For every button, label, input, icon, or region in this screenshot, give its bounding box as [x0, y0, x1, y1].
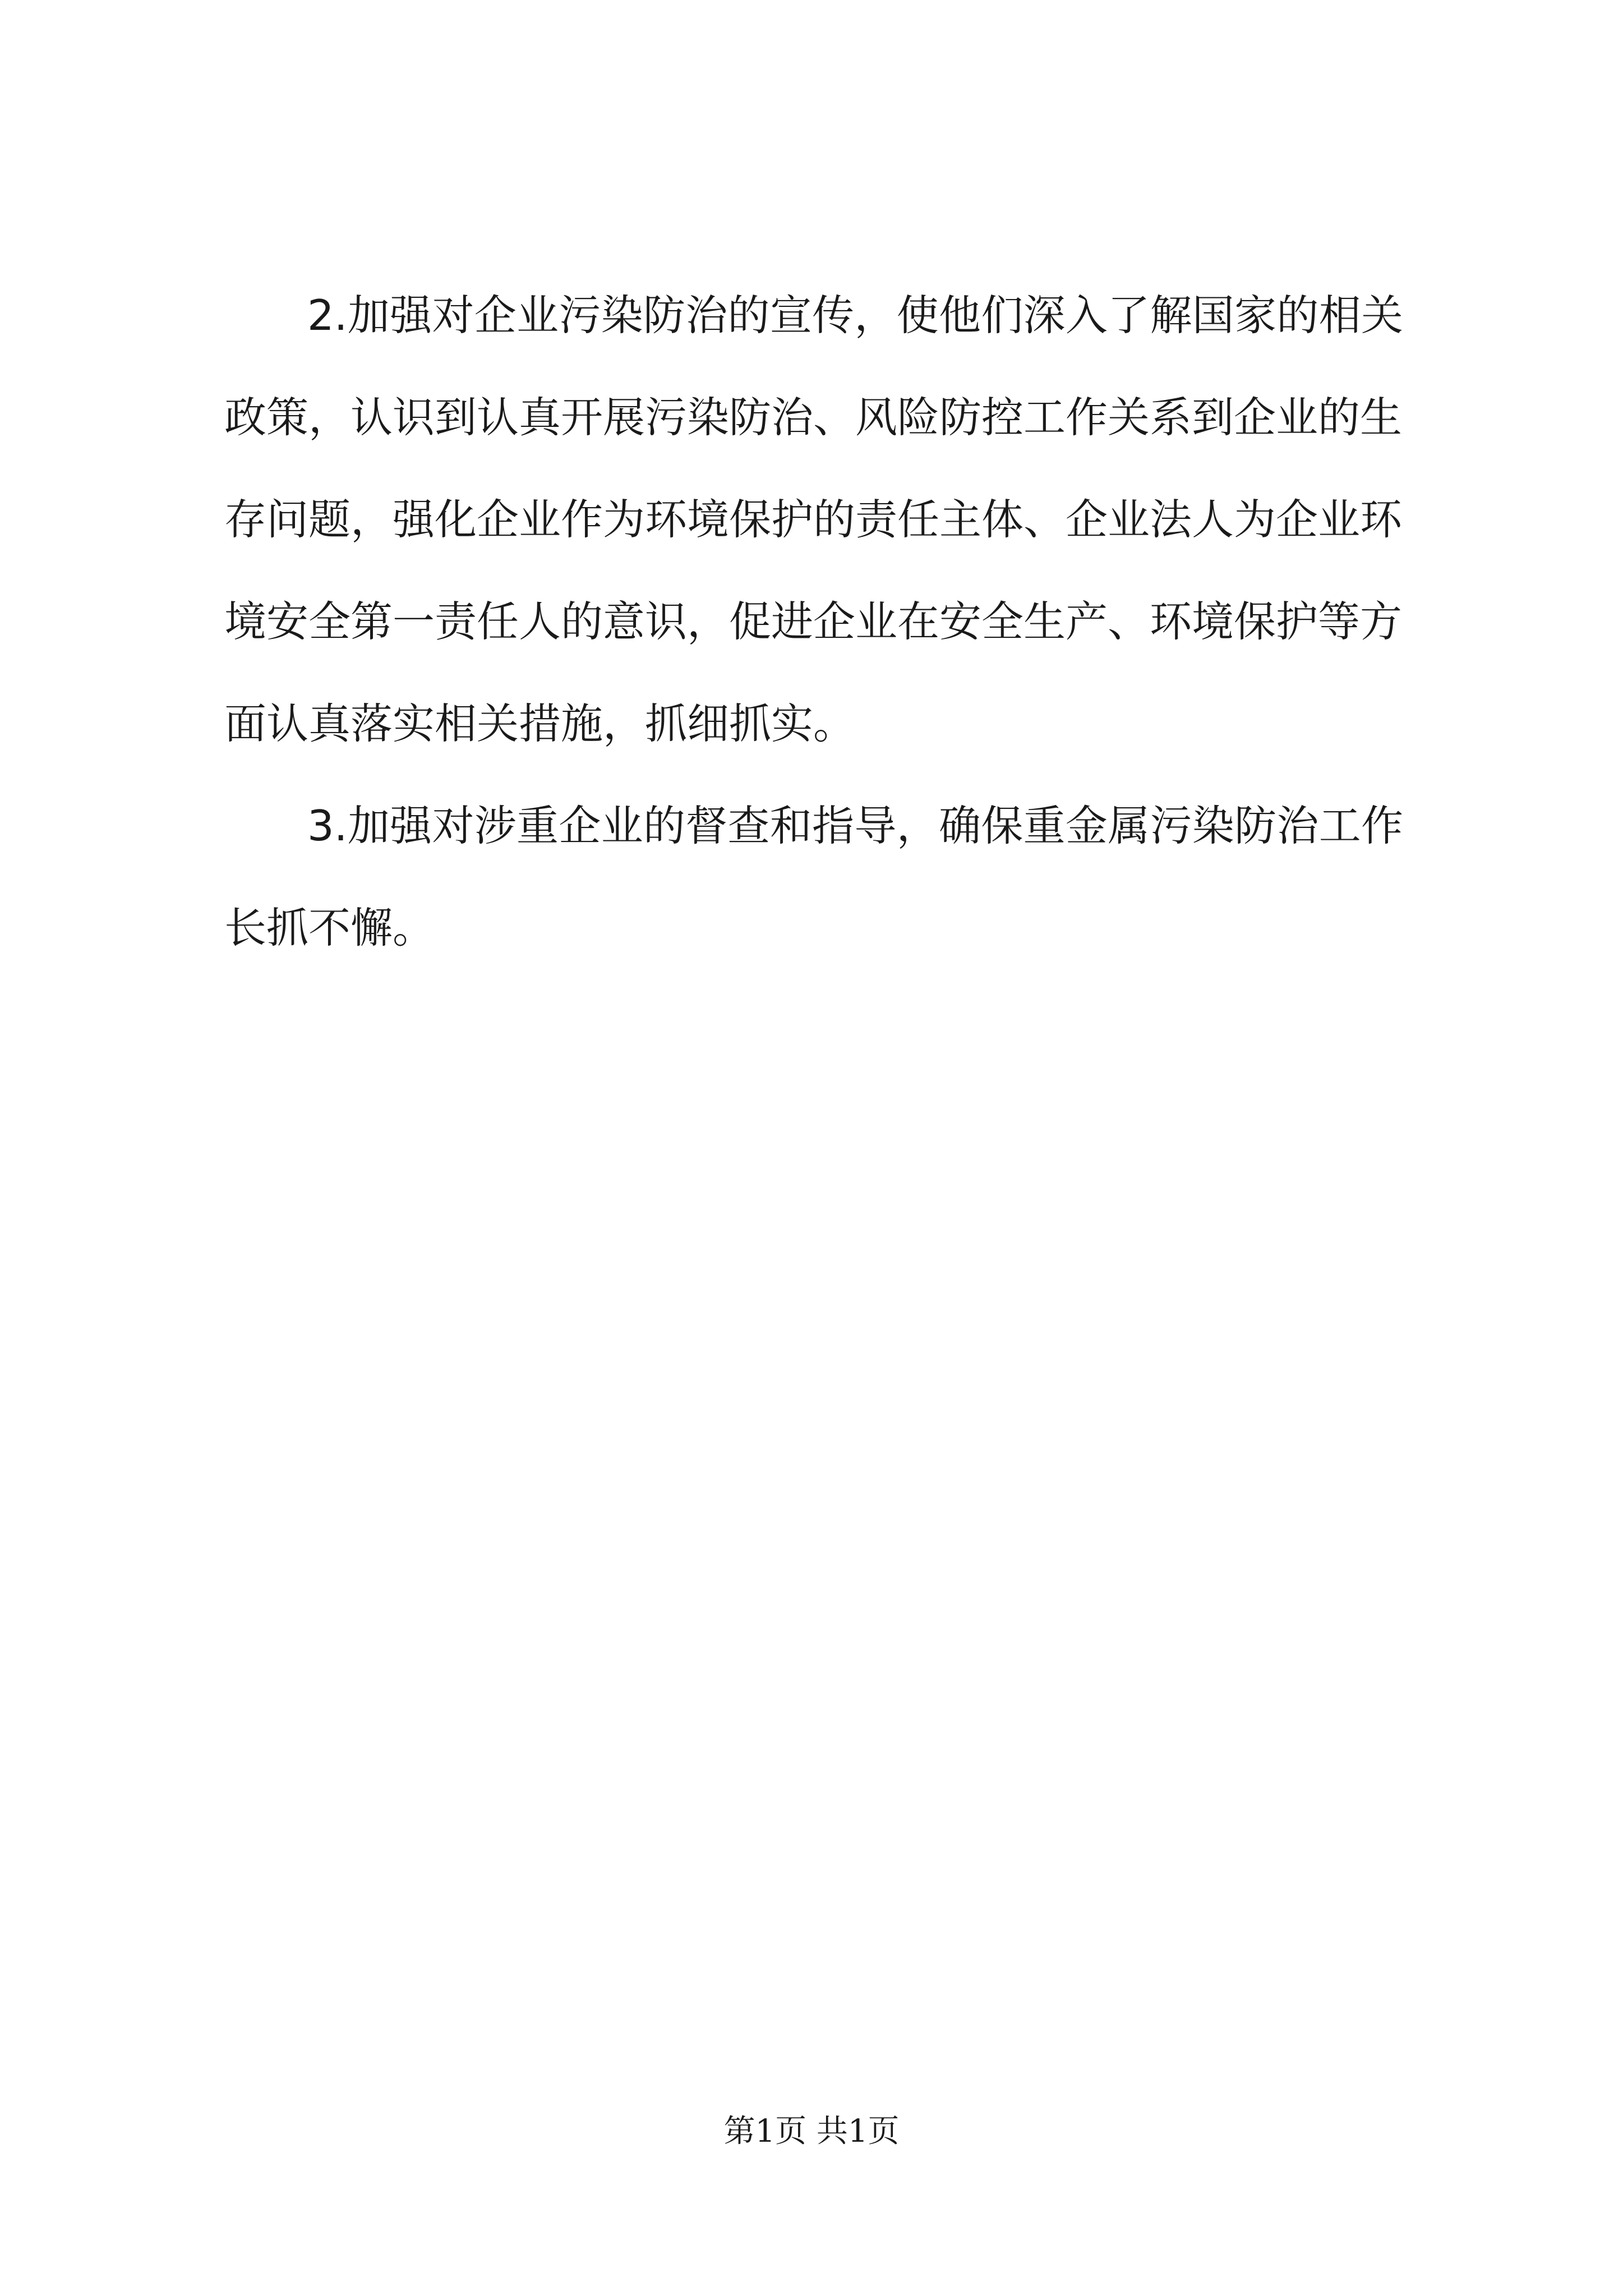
paragraph-2-line-5: 面认真落实相关措施，抓细抓实。 [224, 699, 856, 748]
paragraph-2-line-1: 2.加强对企业污染防治的宣传，使他们深入了解国家的相关 [307, 291, 1403, 340]
page-footer: 第1页 共1页 [723, 2113, 900, 2150]
paragraph-2-line-4: 境安全第一责任人的意识，促进企业在安全生产、环境保护等方 [224, 597, 1403, 646]
paragraph-3-line-2: 长抓不懈。 [224, 903, 435, 953]
paragraph-2-line-3: 存问题，强化企业作为环境保护的责任主体、企业法人为企业环 [224, 495, 1403, 544]
paragraph-3-line-1: 3.加强对涉重企业的督查和指导，确保重金属污染防治工作 [307, 801, 1403, 850]
paragraph-2-line-2: 政策，认识到认真开展污染防治、风险防控工作关系到企业的生 [224, 393, 1403, 442]
